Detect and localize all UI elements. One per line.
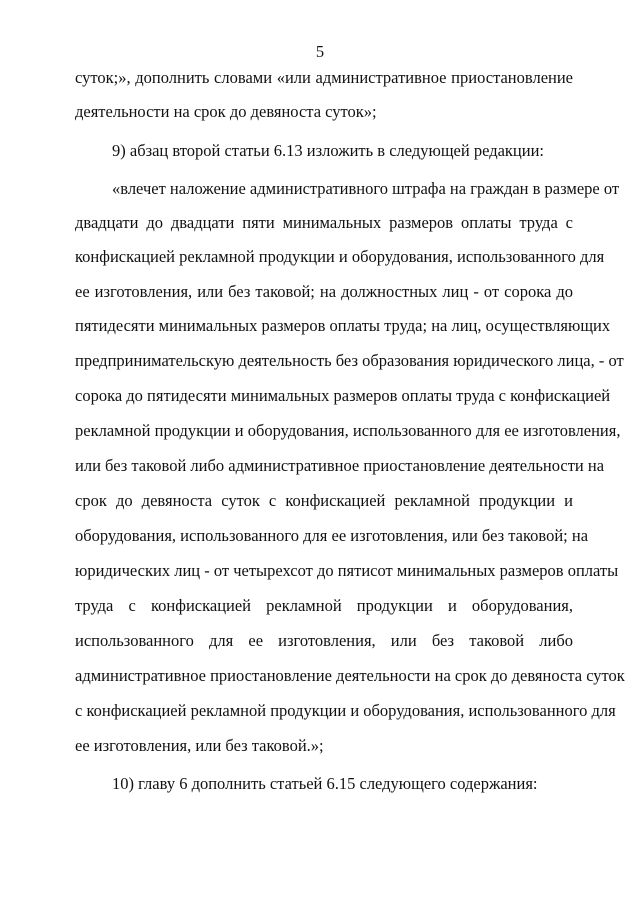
paragraph-9-line: 9) абзац второй статьи 6.13 изложить в следующей редакции: [112,141,544,160]
quote-line: «влечет наложение административного штрафа на граждан в размере от [112,179,620,198]
text-line: юридических лиц - от четырехсот до пятисот минимальных размеров оплаты [75,561,619,580]
text-line: суток;», дополнить словами «или административное приостановление [75,68,573,87]
text-line: рекламной продукции и оборудования, использованного для ее изготовления, [75,421,621,440]
text-line: двадцати до двадцати пяти минимальных размеров оплаты труда с [75,213,573,232]
text-line: с конфискацией рекламной продукции и оборудования, использованного для [75,701,616,720]
text-line: ее изготовления, или без таковой.»; [75,736,324,755]
text-line: пятидесяти минимальных размеров оплаты труда; на лиц, осуществляющих [75,316,611,335]
text-line: или без таковой либо административное приостановление деятельности на [75,456,605,475]
paragraph-10-line: 10) главу 6 дополнить статьей 6.15 следующего содержания: [112,774,538,793]
text-line: срок до девяноста суток с конфискацией рекламной продукции и [75,491,573,510]
page-number: 5 [315,42,325,61]
text-line: ее изготовления, или без таковой; на должностных лиц - от сорока до [75,282,573,301]
text-line: труда с конфискацией рекламной продукции и оборудования, [75,596,573,615]
text-line: административное приостановление деятельности на срок до девяноста суток [75,666,625,685]
text-line: деятельности на срок до девяноста суток»; [75,102,377,121]
text-line: использованного для ее изготовления, или без таковой либо [75,631,573,650]
text-line: конфискацией рекламной продукции и оборудования, использованного для [75,247,605,266]
text-line: оборудования, использованного для ее изготовления, или без таковой; на [75,526,589,545]
text-line: сорока до пятидесяти минимальных размеров оплаты труда с конфискацией [75,386,611,405]
text-line: предпринимательскую деятельность без образования юридического лица, - от [75,351,624,370]
